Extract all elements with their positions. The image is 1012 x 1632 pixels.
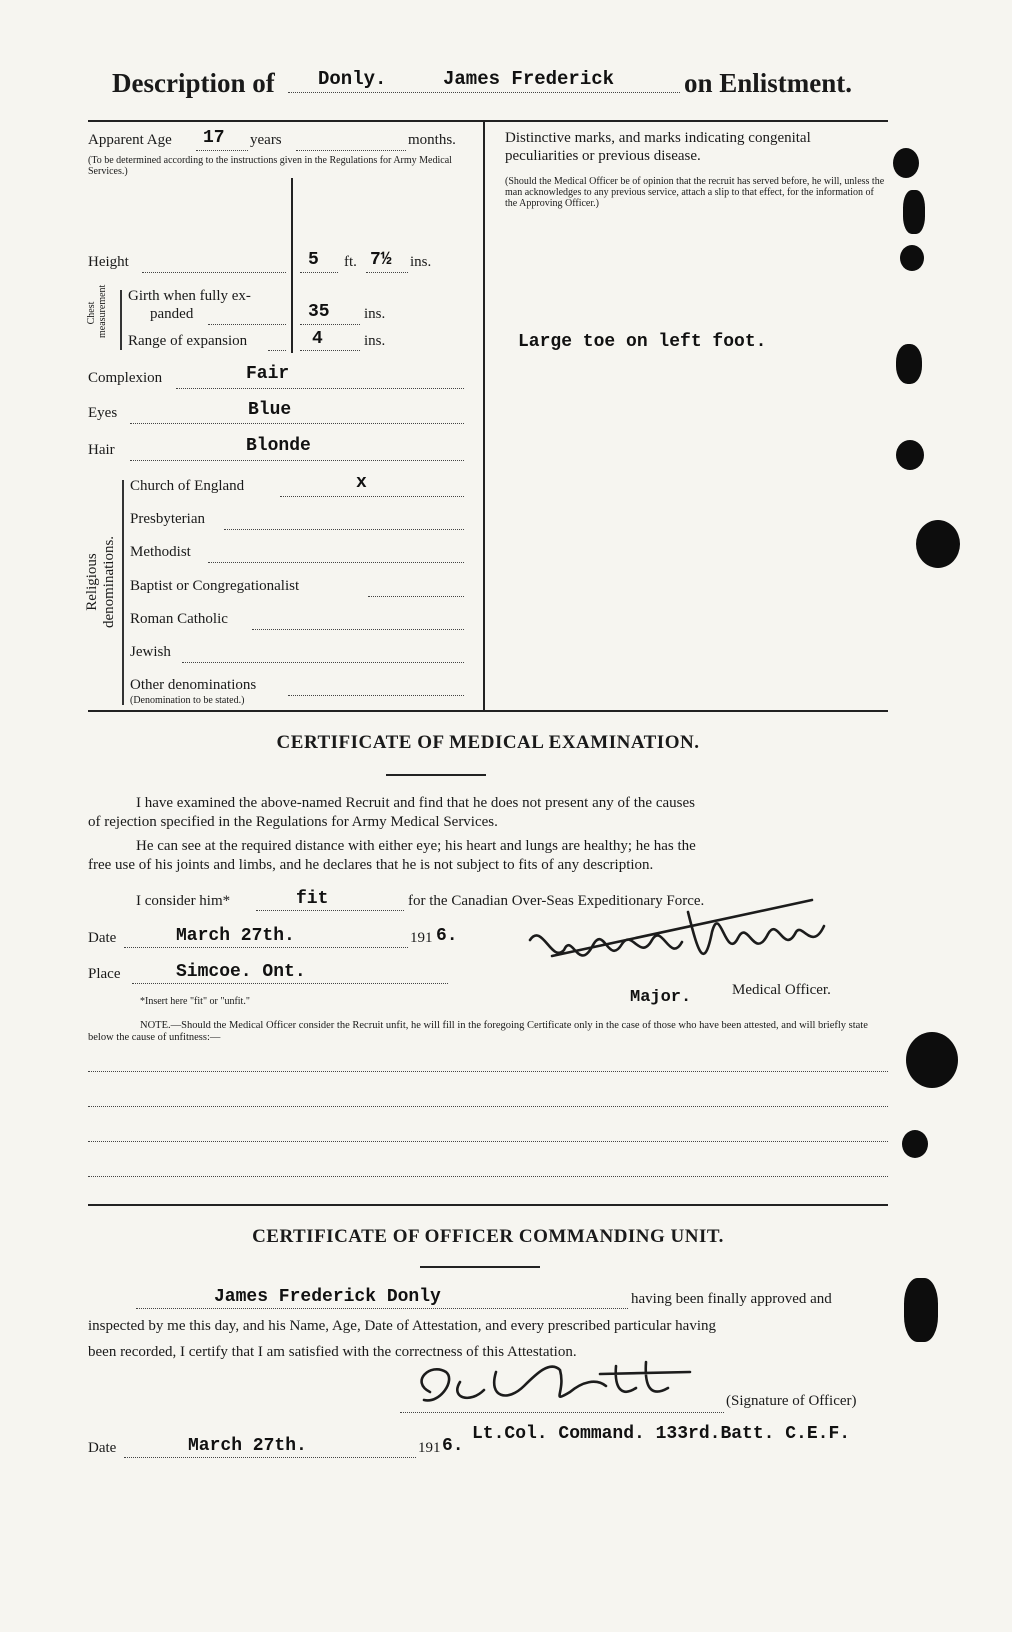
religion-bracket <box>122 480 124 705</box>
eyes-dots <box>130 423 464 424</box>
binding-hole-5 <box>896 440 924 470</box>
signature-label: (Signature of Officer) <box>726 1393 857 1409</box>
medical-para2-line2: free use of his joints and limbs, and he declares that he is not subject to fits of any description. <box>88 857 654 873</box>
binding-hole-7 <box>906 1032 958 1088</box>
religion-dots-5 <box>182 662 464 663</box>
range-unit: ins. <box>364 333 386 349</box>
marks-value: Large toe on left foot. <box>518 332 767 352</box>
religion-dots-0 <box>280 496 464 497</box>
unfitness-line-3 <box>88 1141 888 1142</box>
height-ft-dots <box>300 272 338 273</box>
signature-dots <box>400 1412 724 1413</box>
religion-presbyterian: Presbyterian <box>130 511 205 527</box>
range-value: 4 <box>312 329 323 349</box>
medical-officer-label: Medical Officer. <box>732 982 831 998</box>
months-dots <box>296 150 406 151</box>
commanding-title-rule <box>420 1266 540 1268</box>
header-prefix: Description of <box>112 68 275 98</box>
hair-dots <box>130 460 464 461</box>
header-surname: Donly. <box>318 68 387 90</box>
girth-label-1: Girth when fully ex- <box>128 288 251 304</box>
denomination-note: (Denomination to be stated.) <box>130 695 245 706</box>
unfitness-line-4 <box>88 1176 888 1177</box>
unfitness-line-2 <box>88 1106 888 1107</box>
header-rule <box>88 120 888 122</box>
medical-title-rule <box>386 774 486 776</box>
religion-dots-3 <box>368 596 464 597</box>
medical-year-digit: 6. <box>436 926 458 946</box>
medical-para1-line1: I have examined the above-named Recruit and find that he does not present any of the causes <box>136 795 695 811</box>
religion-side-label <box>84 532 118 632</box>
commanding-name-value: James Frederick Donly <box>214 1287 441 1307</box>
commanding-line3: been recorded, I certify that I am satisfied with the correctness of this Attestation. <box>88 1344 577 1360</box>
complexion-label: Complexion <box>88 370 163 386</box>
column-divider <box>483 122 485 712</box>
height-in-value: 7½ <box>370 250 392 270</box>
religion-dots-6 <box>288 695 464 696</box>
commanding-title: CERTIFICATE OF OFFICER COMMANDING UNIT. <box>252 1226 724 1247</box>
religion-dots-4 <box>252 629 464 630</box>
place-value: Simcoe. Ont. <box>176 962 306 982</box>
medical-date-value: March 27th. <box>176 926 295 946</box>
ft-label: ft. <box>344 254 357 270</box>
place-dots <box>132 983 448 984</box>
commanding-year-digit: 6. <box>442 1436 464 1456</box>
consider-value: fit <box>296 889 329 909</box>
medical-date-dots <box>124 947 408 948</box>
eyes-value: Blue <box>248 400 292 420</box>
binding-hole-6 <box>916 520 960 568</box>
binding-hole-2 <box>903 190 925 234</box>
ins-label: ins. <box>410 254 432 270</box>
medical-officer-signature <box>512 892 852 992</box>
medical-year-prefix: 191 <box>410 930 433 946</box>
medical-para2-line1: He can see at the required distance with either eye; his heart and lungs are healthy; he has the <box>136 838 696 854</box>
unfitness-line-1 <box>88 1071 888 1072</box>
range-dots-a <box>268 350 286 351</box>
binding-hole-3 <box>900 245 924 271</box>
months-label: months. <box>408 132 456 148</box>
place-label: Place <box>88 966 121 982</box>
consider-label: I consider him* <box>136 893 231 909</box>
height-column-divider <box>291 178 293 353</box>
consider-suffix: for the Canadian Over-Seas Expeditionary Force. <box>408 893 705 909</box>
age-dots <box>196 150 248 151</box>
commanding-line2: inspected by me this day, and his Name, Age, Date of Attestation, and every prescribed particular having <box>88 1318 717 1334</box>
hair-value: Blonde <box>246 436 311 456</box>
religion-baptist: Baptist or Congregationalist <box>130 578 300 594</box>
medical-title: CERTIFICATE OF MEDICAL EXAMINATION. <box>276 732 700 753</box>
chest-label: Chest measurement <box>86 284 108 338</box>
age-value: 17 <box>203 128 225 148</box>
religion-roman-catholic: Roman Catholic <box>130 611 228 627</box>
medical-note: NOTE.—Should the Medical Officer consider the Recruit unfit, he will fill in the foregoing Certificate only in the case of those who have been attested, and will briefly state below the cause of unfitness:— <box>88 1020 868 1043</box>
eyes-label: Eyes <box>88 405 118 421</box>
commanding-date-label: Date <box>88 1440 117 1456</box>
complexion-dots <box>176 388 464 389</box>
header-given-names: James Frederick <box>443 68 615 90</box>
insert-note: *Insert here "fit" or "unfit." <box>140 996 250 1007</box>
commanding-date-dots <box>124 1457 416 1458</box>
religion-other: Other denominations <box>130 677 257 693</box>
commanding-officer-signature <box>400 1352 720 1416</box>
religion-side-label-1: Religious <box>84 553 100 611</box>
religion-side-label-2: denominations. <box>101 535 117 629</box>
header-suffix: on Enlistment. <box>684 68 853 98</box>
range-label: Range of expansion <box>128 333 248 349</box>
range-dots-b <box>300 350 360 351</box>
commanding-year-prefix: 191 <box>418 1440 441 1456</box>
girth-dots-b <box>300 324 360 325</box>
medical-para1-line2: of rejection specified in the Regulations for Army Medical Services. <box>88 814 498 830</box>
girth-unit: ins. <box>364 306 386 322</box>
height-in-dots <box>366 272 408 273</box>
binding-hole-8 <box>902 1130 928 1158</box>
marks-note: (Should the Medical Officer be of opinion that the recruit has served before, he will, unless the man acknowledges to any previous service, attach a slip to that effect, for the information of the Approving Officer.) <box>505 176 885 209</box>
height-ft-value: 5 <box>308 250 319 270</box>
marks-heading-2: peculiarities or previous disease. <box>505 148 701 164</box>
religion-methodist: Methodist <box>130 544 191 560</box>
hair-label: Hair <box>88 442 115 458</box>
girth-label-2: panded <box>150 306 194 322</box>
apparent-age-label: Apparent Age <box>88 132 172 148</box>
age-note: (To be determined according to the instructions given in the Regulations for Army Medical Services.) <box>88 155 452 177</box>
complexion-value: Fair <box>246 364 290 384</box>
years-label: years <box>250 132 282 148</box>
medical-date-label: Date <box>88 930 117 946</box>
commanding-officer-title: Lt.Col. Command. 133rd.Batt. C.E.F. <box>472 1424 851 1444</box>
binding-hole-9 <box>904 1278 938 1342</box>
section-rule <box>88 710 888 712</box>
commanding-date-value: March 27th. <box>188 1436 307 1456</box>
religion-dots-1 <box>224 529 464 530</box>
marks-heading-1: Distinctive marks, and marks indicating congenital <box>505 130 811 146</box>
binding-hole-4 <box>896 344 922 384</box>
religion-church-of-england: Church of England <box>130 478 245 494</box>
commanding-line1-suffix: having been finally approved and <box>631 1291 832 1307</box>
consider-dots <box>256 910 404 911</box>
height-label: Height <box>88 254 129 270</box>
height-dots <box>142 272 286 273</box>
religion-church-of-england-mark: x <box>356 473 367 493</box>
chest-bracket <box>120 290 122 350</box>
header-dotted-line <box>288 92 680 93</box>
religion-jewish: Jewish <box>130 644 171 660</box>
girth-value: 35 <box>308 302 330 322</box>
girth-dots-a <box>208 324 286 325</box>
binding-hole-1 <box>893 148 919 178</box>
name-dots <box>136 1308 628 1309</box>
medical-officer-rank: Major. <box>630 988 692 1007</box>
section-rule-2 <box>88 1204 888 1206</box>
religion-dots-2 <box>208 562 464 563</box>
